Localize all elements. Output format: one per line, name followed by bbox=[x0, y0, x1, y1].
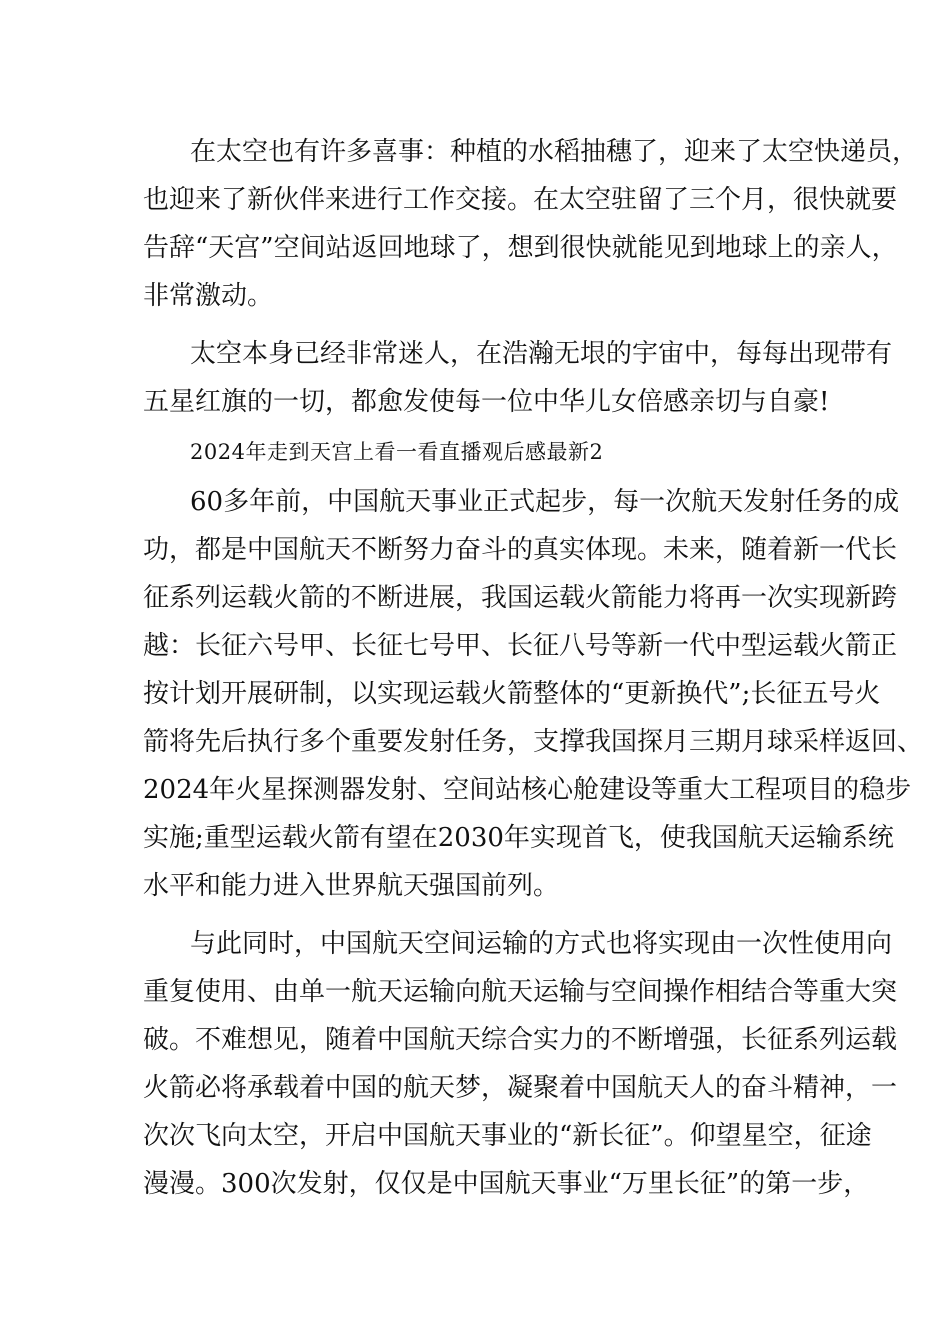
paragraph-4-line-4: 火箭必将承载着中国的航天梦，凝聚着中国航天人的奋斗精神，一 bbox=[143, 1073, 898, 1103]
paragraph-2-line-2: 五星红旗的一切，都愈发使每一位中华儿女倍感亲切与自豪! bbox=[143, 387, 830, 417]
paragraph-2-line-1: 太空本身已经非常迷人，在浩瀚无垠的宇宙中，每每出现带有 bbox=[190, 339, 893, 369]
paragraph-3-line-7: 2024年火星探测器发射、空间站核心舱建设等重大工程项目的稳步 bbox=[143, 775, 912, 805]
paragraph-3-line-9: 水平和能力进入世界航天强国前列。 bbox=[143, 871, 560, 901]
paragraph-3-line-2: 功，都是中国航天不断努力奋斗的真实体现。未来，随着新一代长 bbox=[143, 535, 898, 565]
paragraph-4-line-1: 与此同时，中国航天空间运输的方式也将实现由一次性使用向 bbox=[190, 929, 893, 959]
paragraph-1-line-2: 也迎来了新伙伴来进行工作交接。在太空驻留了三个月，很快就要 bbox=[143, 185, 898, 215]
paragraph-4-line-6: 漫漫。300次发射，仅仅是中国航天事业“万里长征”的第一步， bbox=[143, 1169, 870, 1199]
paragraph-3-line-8: 实施;重型运载火箭有望在2030年实现首飞，使我国航天运输系统 bbox=[143, 823, 894, 853]
paragraph-4-line-2: 重复使用、由单一航天运输向航天运输与空间操作相结合等重大突 bbox=[143, 977, 898, 1007]
paragraph-3-line-6: 箭将先后执行多个重要发射任务，支撑我国探月三期月球采样返回、 bbox=[143, 727, 924, 757]
paragraph-1-line-1: 在太空也有许多喜事：种植的水稻抽穗了，迎来了太空快递员， bbox=[190, 137, 919, 167]
paragraph-1-line-3: 告辞“天宫”空间站返回地球了，想到很快就能见到地球上的亲人， bbox=[143, 233, 898, 263]
paragraph-1-line-4: 非常激动。 bbox=[143, 281, 274, 311]
paragraph-3-line-5: 按计划开展研制，以实现运载火箭整体的“更新换代”;长征五号火 bbox=[143, 679, 881, 709]
section-heading: 2024年走到天宫上看一看直播观后感最新2 bbox=[190, 440, 604, 464]
paragraph-3-line-3: 征系列运载火箭的不断进展，我国运载火箭能力将再一次实现新跨 bbox=[143, 583, 898, 613]
paragraph-3-line-4: 越：长征六号甲、长征七号甲、长征八号等新一代中型运载火箭正 bbox=[143, 631, 898, 661]
paragraph-3-line-1: 60多年前，中国航天事业正式起步，每一次航天发射任务的成 bbox=[190, 487, 900, 517]
paragraph-4-line-5: 次次飞向太空，开启中国航天事业的“新长征”。仰望星空，征途 bbox=[143, 1121, 872, 1151]
paragraph-4-line-3: 破。不难想见，随着中国航天综合实力的不断增强，长征系列运载 bbox=[143, 1025, 898, 1055]
